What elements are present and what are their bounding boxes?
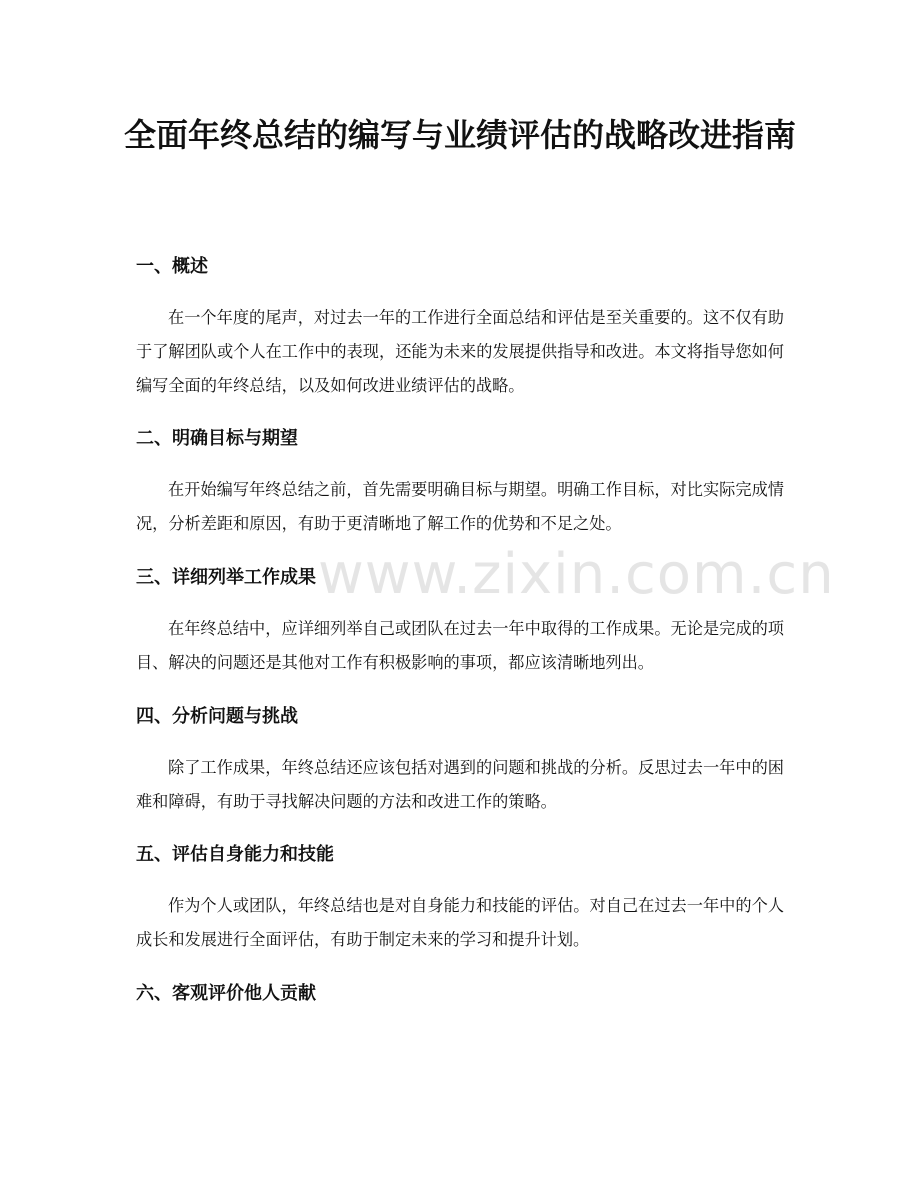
section-heading-others-contribution: 六、客观评价他人贡献 [136, 983, 316, 1004]
section-paragraph-goals: 在开始编写年终总结之前，首先需要明确目标与期望。明确工作目标，对比实际完成情况，分析差距和原因，有助于更清晰地了解工作的优势和不足之处。 [136, 480, 784, 533]
document-title: 全面年终总结的编写与业绩评估的战略改进指南 [123, 116, 796, 154]
section-paragraph-overview: 在一个年度的尾声，对过去一年的工作进行全面总结和评估是至关重要的。这不仅有助于了解团队或个人在工作中的表现，还能为未来的发展提供指导和改进。本文将指导您如何编写全面的年终总结，以及如何改进业绩评估的战略。 [136, 308, 784, 395]
section-paragraph-achievements: 在年终总结中，应详细列举自己或团队在过去一年中取得的工作成果。无论是完成的项目、解决的问题还是其他对工作有积极影响的事项，都应该清晰地列出。 [136, 619, 784, 672]
section-heading-achievements: 三、详细列举工作成果 [136, 567, 316, 588]
section-paragraph-challenges: 除了工作成果，年终总结还应该包括对遇到的问题和挑战的分析。反思过去一年中的困难和障碍，有助于寻找解决问题的方法和改进工作的策略。 [136, 758, 784, 811]
section-paragraph-self-assessment: 作为个人或团队，年终总结也是对自身能力和技能的评估。对自己在过去一年中的个人成长和发展进行全面评估，有助于制定未来的学习和提升计划。 [136, 896, 784, 949]
section-heading-self-assessment: 五、评估自身能力和技能 [136, 844, 334, 865]
section-heading-overview: 一、概述 [136, 256, 208, 277]
watermark: www.zixin.com.cn [318, 542, 835, 607]
section-heading-goals: 二、明确目标与期望 [136, 428, 298, 449]
section-heading-challenges: 四、分析问题与挑战 [136, 706, 298, 727]
